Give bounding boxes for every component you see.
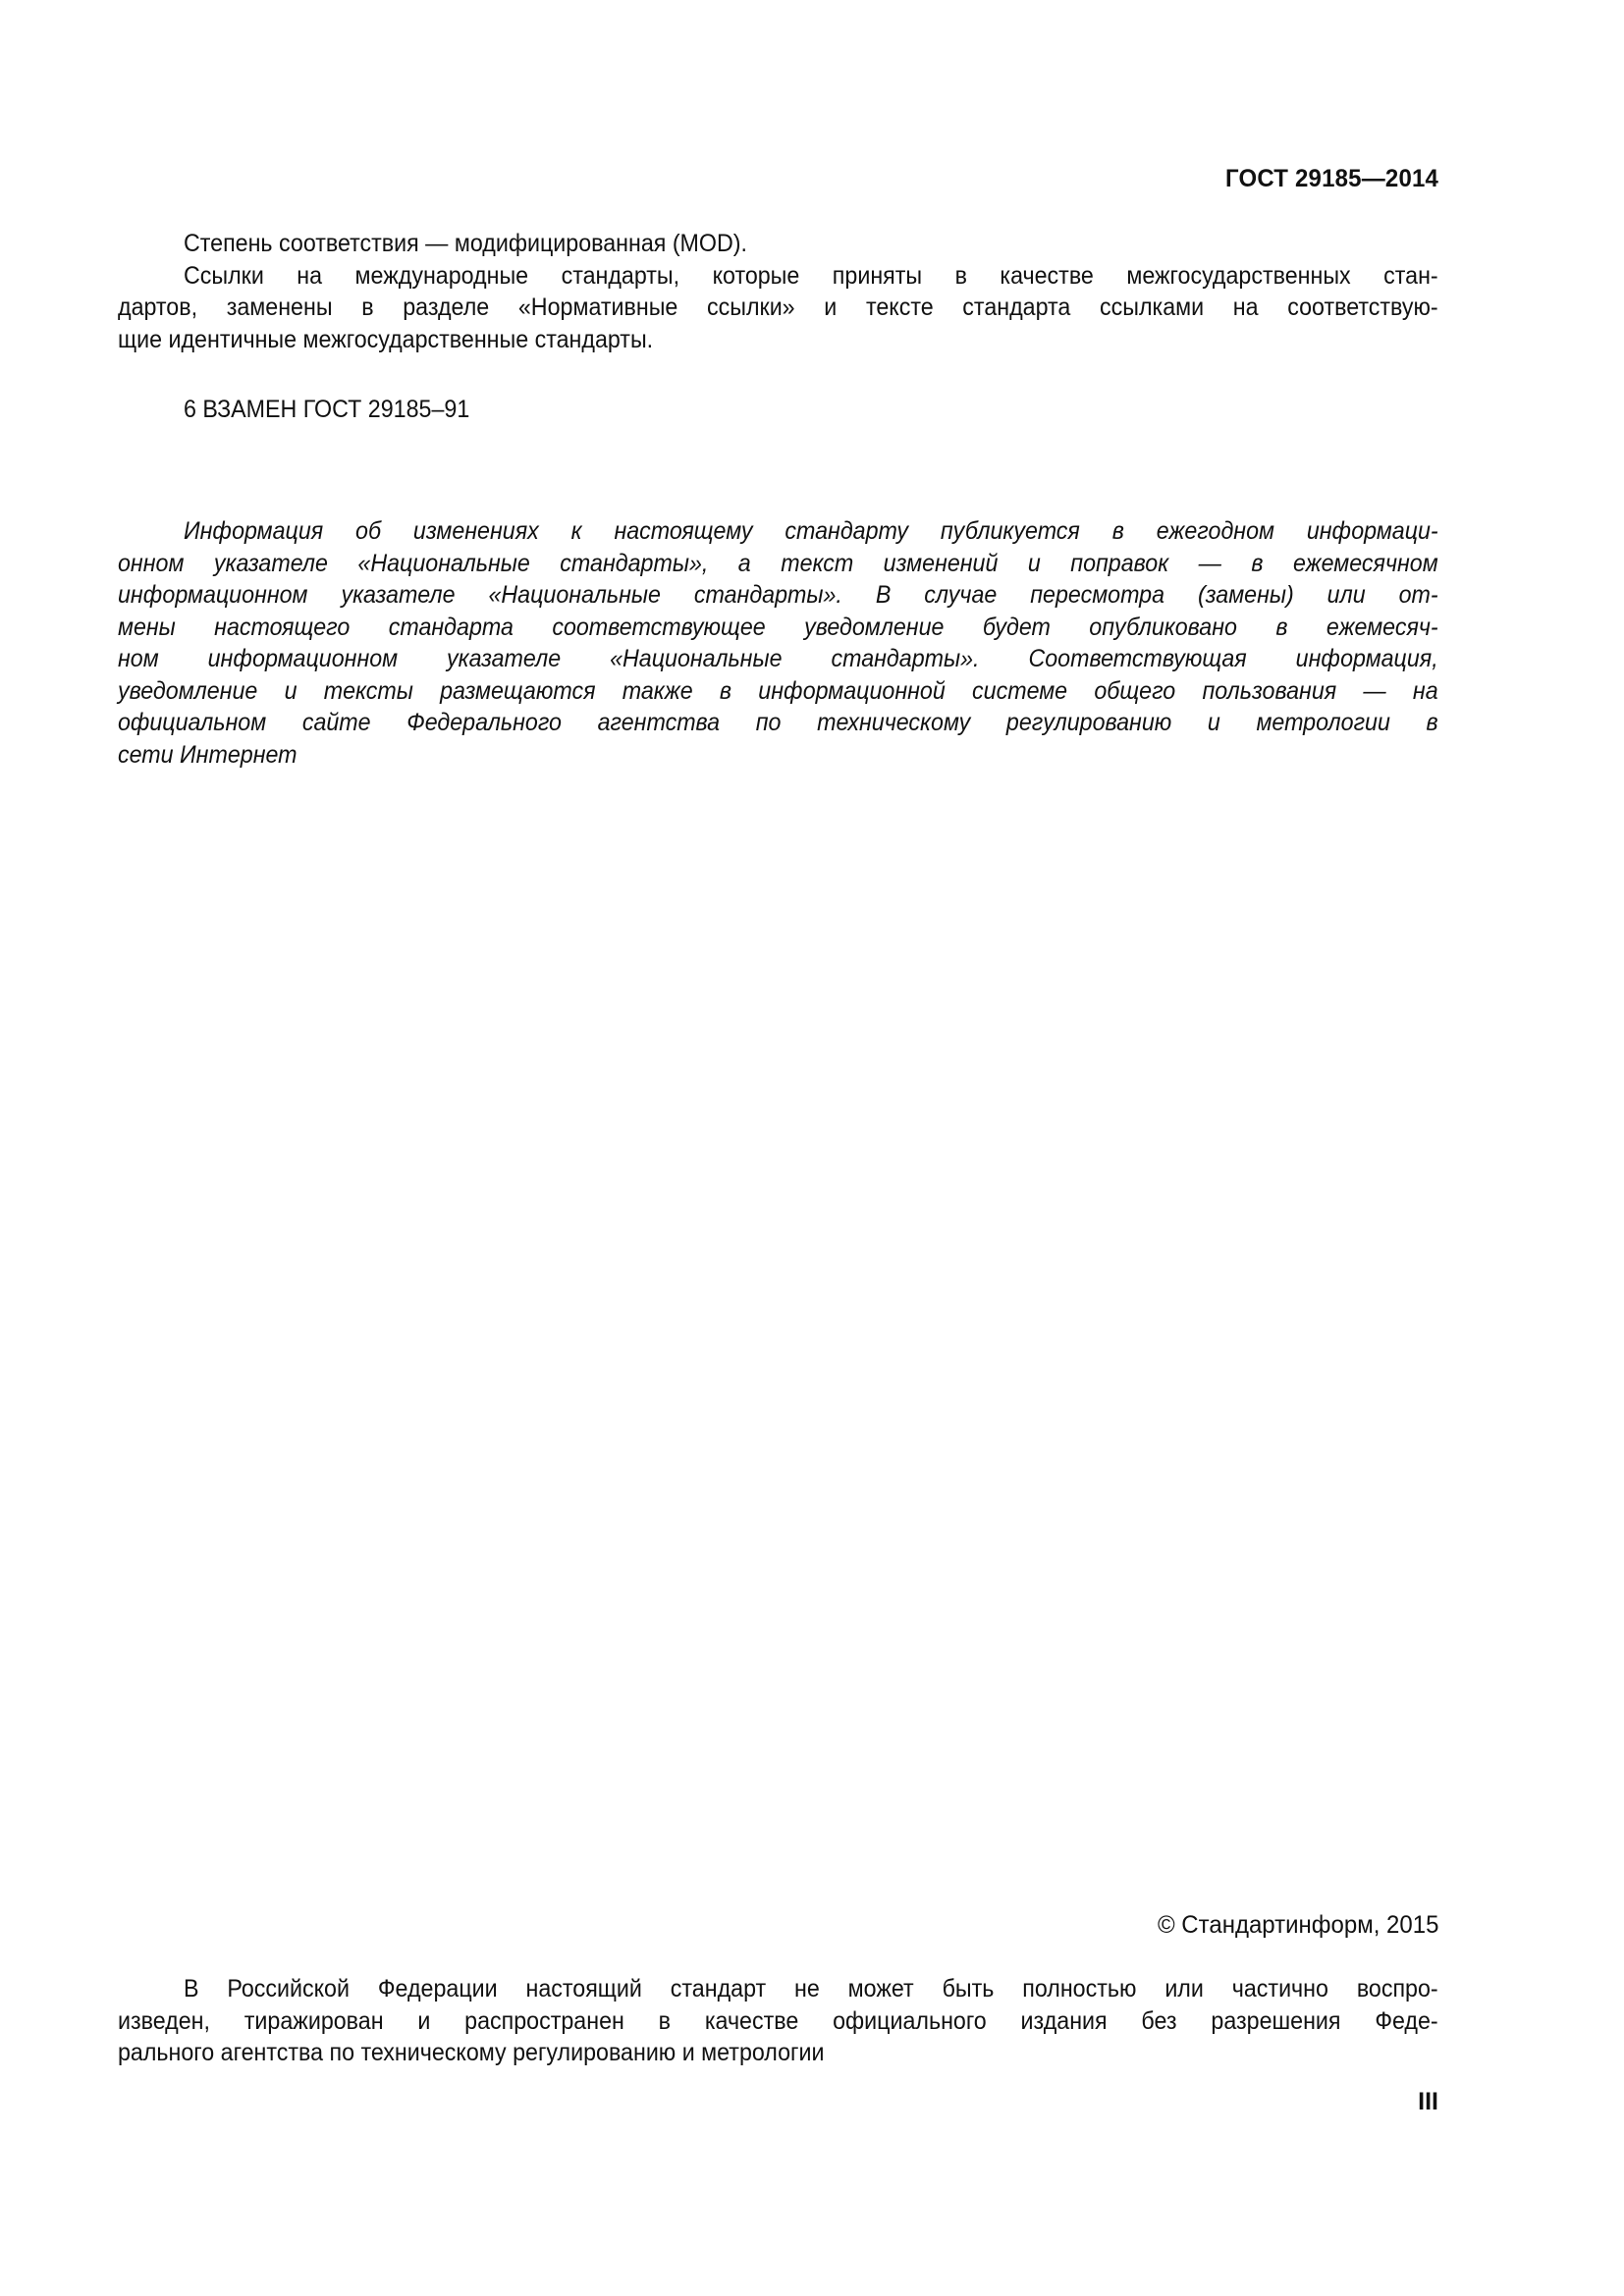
notice-line: информационном указателе «Национальные стандарты». В случае пересмотра (замены) или от- (118, 581, 1438, 609)
references-line: дартов, заменены в разделе «Нормативные ссылки» и тексте стандарта ссылками на соответствую- (118, 294, 1438, 321)
conformance-paragraph (118, 228, 1438, 355)
reproduction-line: рального агентства по техническому регулированию и метрологии (118, 2039, 825, 2066)
notice-line: мены настоящего стандарта соответствующее уведомление будет опубликовано в ежемесяч- (118, 613, 1438, 641)
notice-line: Информация об изменениях к настоящему стандарту публикуется в ежегодном информаци- (183, 517, 1438, 545)
replaces-statement: 6 ВЗАМЕН ГОСТ 29185–91 (183, 396, 470, 423)
copyright-notice: © Стандартинформ, 2015 (1157, 1911, 1438, 1939)
references-line: щие идентичные межгосударственные стандарты. (118, 325, 654, 353)
references-line: Ссылки на международные стандарты, которые приняты в качестве межгосударственных стан- (183, 261, 1438, 290)
document-id-header: ГОСТ 29185—2014 (1224, 165, 1438, 192)
amendments-info-notice (118, 515, 1438, 771)
conformance-degree-line: Степень соответствия — модифицированная (MOD). (183, 230, 748, 257)
notice-line: онном указателе «Национальные стандарты», а текст изменений и поправок — в ежемесячном (118, 549, 1438, 577)
notice-line: ном информационном указателе «Национальные стандарты». Соответствующая информация, (118, 645, 1438, 672)
page-number: III (1418, 2088, 1438, 2115)
reproduction-notice (118, 1973, 1438, 2069)
reproduction-line: изведен, тиражирован и распространен в качестве официального издания без разрешения Феде- (118, 2006, 1438, 2035)
replaces-section (118, 394, 1438, 426)
notice-line: уведомление и тексты размещаются также в информационной системе общего пользования — на (118, 676, 1438, 705)
notice-line: сети Интернет (118, 740, 298, 769)
reproduction-line: В Российской Федерации настоящий стандарт не может быть полностью или частично воспро- (183, 1975, 1438, 2002)
notice-line: официальном сайте Федерального агентства по техническому регулированию и метрологии в (118, 709, 1438, 736)
